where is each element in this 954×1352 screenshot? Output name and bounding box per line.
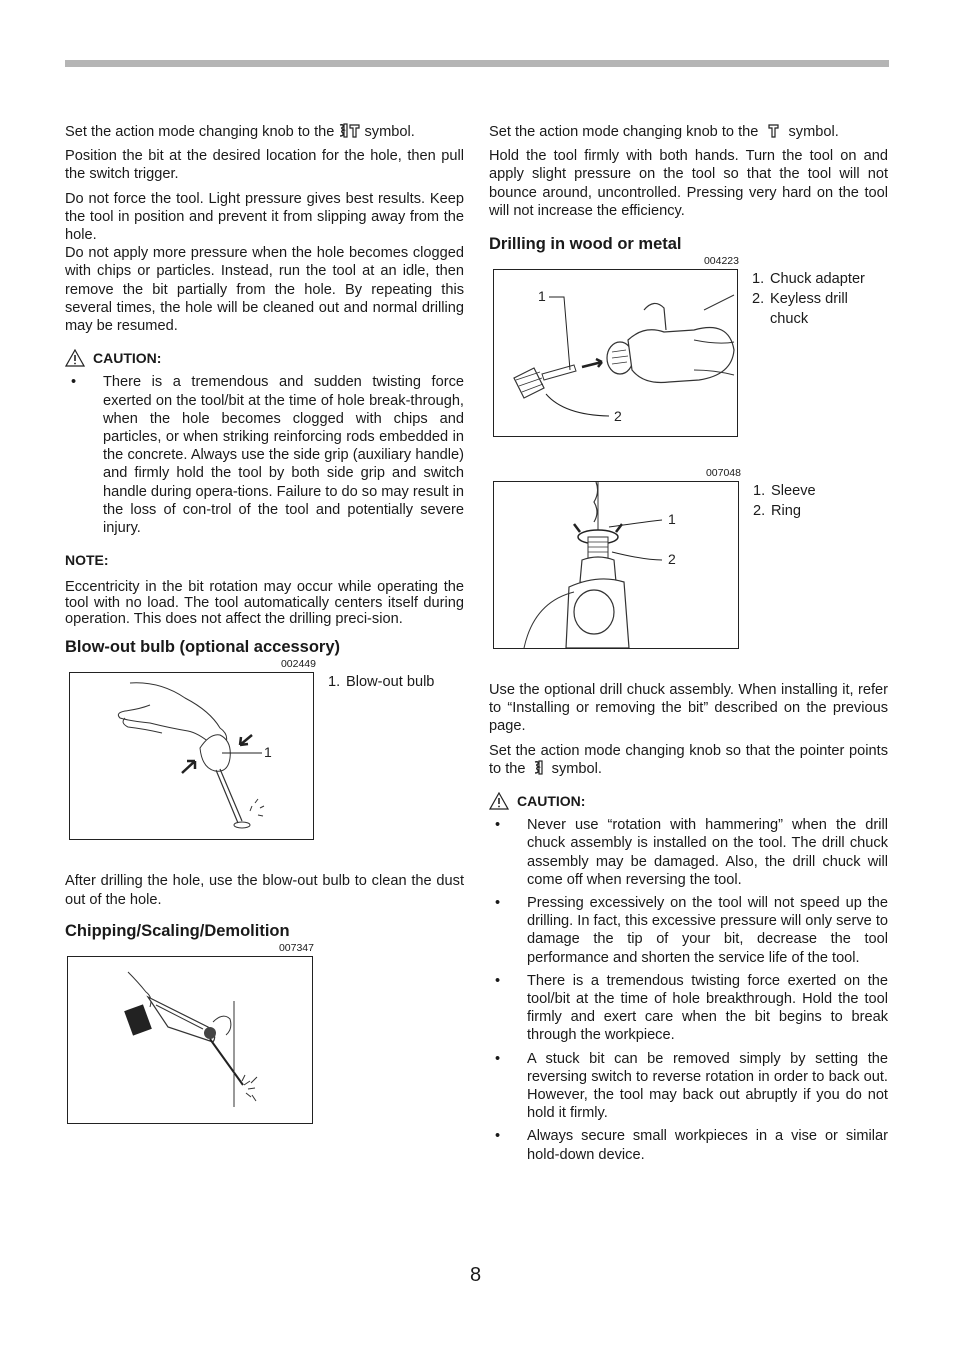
caution-list (65, 373, 464, 537)
figure-code: 002449 (280, 658, 316, 671)
list-item: • There is a tremendous twisting force exerted on the tool/bit at the time of hole breakthrough. Hold the tool firmly and exert care when the bit begins to break through the workpiece. (489, 972, 888, 1045)
blowout-legend (314, 672, 434, 692)
blowout-figure-row (65, 672, 464, 840)
clogged-hole-text: Do not apply more pressure when the hole becomes clogged with chips or particles. Instead, run the tool at an idle, then remove the bit partially from the hole. By repeating this several times, the hole will be cleaned out and normal drilling may be resumed. (65, 245, 464, 335)
chipping-heading: Chipping/Scaling/Demolition (65, 921, 290, 940)
blowout-bulb-illustration (70, 673, 313, 839)
sleeve-ring-figure (493, 481, 739, 649)
rotation-only-instruction: Set the action mode changing knob to the symbol. (489, 124, 839, 140)
blowout-instruction: After drilling the hole, use the blow-out bulb to clean the dust out of the hole. (65, 873, 464, 908)
chuck-callout-2: 2 (614, 408, 622, 425)
legend-item: 2. Ring (753, 503, 802, 520)
chuck-adapter-figure (493, 269, 738, 437)
chuck-adapter-illustration (494, 270, 737, 436)
list-item: • There is a tremendous and sudden twisting force exerted on the tool/bit at the time of hole break-through, when the hole becomes clogged with chips and particles, or when striking reinforcing rods embedded in the concrete. Always use the side grip (auxiliary handle) and firmly hold the tool by both side grip and switch handle during opera-tions. Failure to do so may result in the loss of con-trol of the tool and potentially severe injury. (65, 373, 464, 537)
position-bit-text: Position the bit at the desired location for the hole, then pull the switch trigger. (65, 148, 464, 183)
sleeve-ring-illustration (494, 482, 738, 648)
hammer-symbol-icon (530, 760, 548, 775)
list-item: • Pressing excessively on the tool will not speed up the drilling. In fact, this excessive pressure will only serve to damage the tip of your bit, decrease the tool performance and shorten the service life of the tool. (489, 894, 888, 967)
chipping-illustration (68, 957, 312, 1123)
sleeve-callout-1: 1 (668, 511, 676, 528)
figure-code: 007347 (278, 941, 314, 954)
caution-heading: CAUTION: (65, 349, 464, 367)
legend-item: 1. Chuck adapter (752, 271, 865, 288)
hammer-drill-instruction: Set the action mode changing knob to the symbol. (65, 124, 415, 140)
chuck-callout-1: 1 (538, 288, 546, 305)
sleeve-legend (739, 481, 816, 521)
sleeve-figure-row (489, 481, 888, 649)
pointer-instruction: Set the action mode changing knob so that the pointer points to the symbol. (489, 742, 888, 777)
note-text: Eccentricity in the bit rotation may occur while operating the tool with no load. The tool automatically centers itself during operation. This does not affect the drilling preci-sion. (65, 579, 464, 628)
legend-item: 1. Blow-out bulb (328, 674, 435, 691)
caution-list (489, 816, 888, 1164)
list-item: • A stuck bit can be removed simply by setting the reversing switch to reverse rotation in order to back out. However, the tool may back out abruptly if you do not hold it firmly. (489, 1050, 888, 1123)
blowout-heading: Blow-out bulb (optional accessory) (65, 638, 341, 657)
hold-tool-text: Hold the tool firmly with both hands. Turn the tool on and apply slight pressure on the tool so that the tool will not bounce around, uncontrolled. Pressing very hard on the tool will not increase the efficiency. (489, 148, 888, 219)
list-item: • Always secure small workpieces in a vise or similar hold-down device. (489, 1127, 888, 1163)
left-column (65, 123, 464, 1124)
drill-chuck-assembly-text: Use the optional drill chuck assembly. When installing it, refer to “Installing or removing the bit” described on the previous page. (489, 682, 888, 735)
chuck-figure-row (489, 269, 888, 437)
header-rule (65, 60, 889, 67)
chipping-figure (67, 956, 313, 1124)
legend-item: 1. Sleeve (753, 483, 816, 500)
rotation-hammer-symbol-icon (338, 123, 360, 138)
chuck-legend (738, 269, 888, 329)
sleeve-callout-2: 2 (668, 551, 676, 568)
page-number: 8 (470, 1264, 482, 1286)
rotation-symbol-icon (762, 123, 784, 138)
blowout-callout-1: 1 (264, 744, 272, 761)
do-not-force-text: Do not force the tool. Light pressure gives best results. Keep the tool in position and prevent it from slipping away from the hole. (65, 190, 464, 244)
figure-code: 007048 (705, 467, 741, 480)
blowout-bulb-figure (69, 672, 314, 840)
list-item: • Never use “rotation with hammering” when the drill chuck assembly is installed on the tool. The drill chuck assembly may be damaged. Also, the drill chuck will come off when reversing the tool. (489, 816, 888, 889)
note-heading: NOTE: (65, 552, 109, 569)
figure-code: 004223 (703, 255, 739, 268)
warning-triangle-icon (489, 792, 509, 810)
warning-triangle-icon (65, 349, 85, 367)
right-column (489, 123, 888, 1172)
caution-heading: CAUTION: (489, 792, 888, 810)
drilling-heading: Drilling in wood or metal (489, 235, 682, 254)
legend-item: 2. Keyless drill chuck (752, 291, 848, 328)
